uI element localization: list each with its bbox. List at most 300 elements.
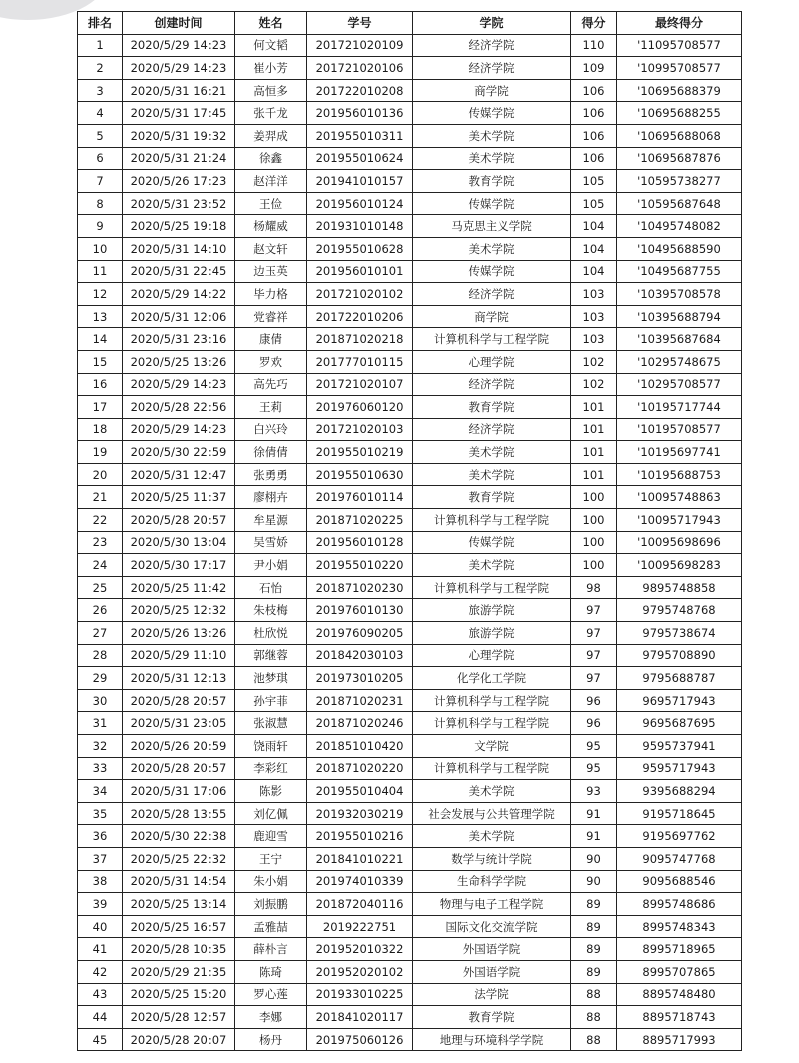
student-id-cell: 201956010128	[307, 531, 413, 554]
table-row	[78, 893, 742, 916]
final-score-cell: 8995707865	[617, 960, 742, 983]
student-id-cell: 201955010624	[307, 147, 413, 170]
name-cell: 鹿迎雪	[235, 825, 307, 848]
created-time-cell: 2020/5/26 20:59	[123, 735, 235, 758]
name-cell: 李彩红	[235, 757, 307, 780]
rank-cell: 25	[78, 576, 123, 599]
student-id-cell: 201955010219	[307, 441, 413, 464]
student-id-cell: 201841010221	[307, 847, 413, 870]
student-id-cell: 201955010220	[307, 554, 413, 577]
score-cell: 88	[571, 1006, 617, 1029]
college-cell: 生命科学学院	[413, 870, 571, 893]
score-cell: 97	[571, 599, 617, 622]
created-time-cell: 2020/5/28 10:35	[123, 938, 235, 961]
table-body	[78, 34, 742, 1051]
name-cell: 孙宇菲	[235, 689, 307, 712]
final-score-cell: '10395708578	[617, 283, 742, 306]
final-score-cell: 9195718645	[617, 802, 742, 825]
header-name: 姓名	[235, 12, 307, 35]
college-cell: 物理与电子工程学院	[413, 893, 571, 916]
student-id-cell: 201871020230	[307, 576, 413, 599]
final-score-cell: 9795748768	[617, 599, 742, 622]
created-time-cell: 2020/5/31 17:45	[123, 102, 235, 125]
created-time-cell: 2020/5/25 11:42	[123, 576, 235, 599]
score-cell: 88	[571, 1028, 617, 1051]
college-cell: 教育学院	[413, 486, 571, 509]
student-id-cell: 201975060126	[307, 1028, 413, 1051]
student-id-cell: 201976010114	[307, 486, 413, 509]
table-row	[78, 576, 742, 599]
name-cell: 朱小娟	[235, 870, 307, 893]
name-cell: 康倩	[235, 328, 307, 351]
college-cell: 传媒学院	[413, 531, 571, 554]
rank-cell: 39	[78, 893, 123, 916]
final-score-cell: 9195697762	[617, 825, 742, 848]
final-score-cell: '10195708577	[617, 418, 742, 441]
name-cell: 罗欢	[235, 350, 307, 373]
name-cell: 杜欣悦	[235, 622, 307, 645]
final-score-cell: '10595738277	[617, 170, 742, 193]
name-cell: 毕力格	[235, 283, 307, 306]
score-cell: 100	[571, 531, 617, 554]
score-cell: 106	[571, 79, 617, 102]
student-id-cell: 201955010630	[307, 463, 413, 486]
college-cell: 计算机科学与工程学院	[413, 576, 571, 599]
rank-cell: 12	[78, 283, 123, 306]
table-row	[78, 486, 742, 509]
college-cell: 地理与环境科学学院	[413, 1028, 571, 1051]
student-id-cell: 201871020246	[307, 712, 413, 735]
table-row	[78, 373, 742, 396]
created-time-cell: 2020/5/31 23:52	[123, 192, 235, 215]
final-score-cell: '10695688379	[617, 79, 742, 102]
college-cell: 教育学院	[413, 396, 571, 419]
created-time-cell: 2020/5/30 22:38	[123, 825, 235, 848]
created-time-cell: 2020/5/29 11:10	[123, 644, 235, 667]
score-cell: 104	[571, 260, 617, 283]
name-cell: 白兴玲	[235, 418, 307, 441]
score-cell: 109	[571, 57, 617, 80]
final-score-cell: '11095708577	[617, 34, 742, 57]
rank-cell: 3	[78, 79, 123, 102]
name-cell: 高先巧	[235, 373, 307, 396]
name-cell: 薛朴言	[235, 938, 307, 961]
college-cell: 国际文化交流学院	[413, 915, 571, 938]
created-time-cell: 2020/5/29 21:35	[123, 960, 235, 983]
table-row	[78, 328, 742, 351]
college-cell: 数学与统计学院	[413, 847, 571, 870]
table-row	[78, 915, 742, 938]
student-id-cell: 201974010339	[307, 870, 413, 893]
college-cell: 传媒学院	[413, 102, 571, 125]
college-cell: 计算机科学与工程学院	[413, 509, 571, 532]
table-row	[78, 170, 742, 193]
student-id-cell: 201976060120	[307, 396, 413, 419]
rank-cell: 9	[78, 215, 123, 238]
rank-cell: 20	[78, 463, 123, 486]
created-time-cell: 2020/5/29 14:23	[123, 34, 235, 57]
final-score-cell: 8995748686	[617, 893, 742, 916]
rank-cell: 27	[78, 622, 123, 645]
rank-cell: 30	[78, 689, 123, 712]
created-time-cell: 2020/5/28 20:07	[123, 1028, 235, 1051]
table-row	[78, 802, 742, 825]
score-cell: 103	[571, 328, 617, 351]
final-score-cell: 9695687695	[617, 712, 742, 735]
score-cell: 89	[571, 938, 617, 961]
score-cell: 88	[571, 983, 617, 1006]
name-cell: 李娜	[235, 1006, 307, 1029]
final-score-cell: '10595687648	[617, 192, 742, 215]
score-cell: 101	[571, 463, 617, 486]
score-cell: 91	[571, 802, 617, 825]
table-row	[78, 283, 742, 306]
table-row	[78, 825, 742, 848]
rank-cell: 45	[78, 1028, 123, 1051]
final-score-cell: '10995708577	[617, 57, 742, 80]
student-id-cell: 201976010130	[307, 599, 413, 622]
score-cell: 104	[571, 215, 617, 238]
college-cell: 美术学院	[413, 147, 571, 170]
name-cell: 何文韬	[235, 34, 307, 57]
score-cell: 89	[571, 915, 617, 938]
table-row	[78, 124, 742, 147]
final-score-cell: 9795688787	[617, 667, 742, 690]
created-time-cell: 2020/5/31 17:06	[123, 780, 235, 803]
table-header	[78, 12, 742, 35]
score-cell: 89	[571, 893, 617, 916]
final-score-cell: '10095698696	[617, 531, 742, 554]
score-cell: 95	[571, 757, 617, 780]
college-cell: 计算机科学与工程学院	[413, 328, 571, 351]
student-id-cell: 201721020107	[307, 373, 413, 396]
table-row	[78, 712, 742, 735]
final-score-cell: '10295748675	[617, 350, 742, 373]
score-cell: 101	[571, 441, 617, 464]
name-cell: 刘亿佩	[235, 802, 307, 825]
name-cell: 孟雅喆	[235, 915, 307, 938]
rank-cell: 18	[78, 418, 123, 441]
final-score-cell: 9595717943	[617, 757, 742, 780]
score-cell: 97	[571, 622, 617, 645]
name-cell: 牟星源	[235, 509, 307, 532]
rank-cell: 10	[78, 237, 123, 260]
college-cell: 旅游学院	[413, 599, 571, 622]
name-cell: 朱枝梅	[235, 599, 307, 622]
name-cell: 王莉	[235, 396, 307, 419]
student-id-cell: 201931010148	[307, 215, 413, 238]
rank-cell: 38	[78, 870, 123, 893]
college-cell: 美术学院	[413, 554, 571, 577]
created-time-cell: 2020/5/31 16:21	[123, 79, 235, 102]
table-row	[78, 554, 742, 577]
student-id-cell: 201871020220	[307, 757, 413, 780]
table-row	[78, 147, 742, 170]
table-row	[78, 622, 742, 645]
rank-cell: 23	[78, 531, 123, 554]
name-cell: 党睿祥	[235, 305, 307, 328]
name-cell: 饶雨轩	[235, 735, 307, 758]
college-cell: 旅游学院	[413, 622, 571, 645]
score-cell: 102	[571, 350, 617, 373]
created-time-cell: 2020/5/31 14:10	[123, 237, 235, 260]
ranking-table	[77, 11, 742, 1051]
college-cell: 经济学院	[413, 283, 571, 306]
table-row	[78, 531, 742, 554]
rank-cell: 4	[78, 102, 123, 125]
college-cell: 传媒学院	[413, 192, 571, 215]
student-id-cell: 201952020102	[307, 960, 413, 983]
table-row	[78, 870, 742, 893]
created-time-cell: 2020/5/29 14:23	[123, 418, 235, 441]
college-cell: 经济学院	[413, 418, 571, 441]
rank-cell: 40	[78, 915, 123, 938]
name-cell: 池梦琪	[235, 667, 307, 690]
student-id-cell: 201721020109	[307, 34, 413, 57]
rank-cell: 6	[78, 147, 123, 170]
name-cell: 张淑慧	[235, 712, 307, 735]
name-cell: 边玉英	[235, 260, 307, 283]
rank-cell: 24	[78, 554, 123, 577]
table-row	[78, 667, 742, 690]
student-id-cell: 201955010216	[307, 825, 413, 848]
student-id-cell: 201841020117	[307, 1006, 413, 1029]
final-score-cell: 9795708890	[617, 644, 742, 667]
score-cell: 105	[571, 192, 617, 215]
name-cell: 张千龙	[235, 102, 307, 125]
college-cell: 美术学院	[413, 124, 571, 147]
created-time-cell: 2020/5/31 21:24	[123, 147, 235, 170]
score-cell: 93	[571, 780, 617, 803]
rank-cell: 35	[78, 802, 123, 825]
rank-cell: 42	[78, 960, 123, 983]
created-time-cell: 2020/5/31 19:32	[123, 124, 235, 147]
final-score-cell: 8995748343	[617, 915, 742, 938]
name-cell: 张勇勇	[235, 463, 307, 486]
rank-cell: 28	[78, 644, 123, 667]
table-row	[78, 847, 742, 870]
student-id-cell: 2019222751	[307, 915, 413, 938]
created-time-cell: 2020/5/26 13:26	[123, 622, 235, 645]
name-cell: 罗心莲	[235, 983, 307, 1006]
table-row	[78, 260, 742, 283]
college-cell: 计算机科学与工程学院	[413, 757, 571, 780]
table-row	[78, 780, 742, 803]
rank-cell: 26	[78, 599, 123, 622]
rank-cell: 2	[78, 57, 123, 80]
header-row	[78, 12, 742, 35]
student-id-cell: 201956010124	[307, 192, 413, 215]
table-row	[78, 960, 742, 983]
header-rank: 排名	[78, 12, 123, 35]
college-cell: 计算机科学与工程学院	[413, 689, 571, 712]
created-time-cell: 2020/5/31 14:54	[123, 870, 235, 893]
table-row	[78, 463, 742, 486]
college-cell: 经济学院	[413, 34, 571, 57]
final-score-cell: 9095688546	[617, 870, 742, 893]
rank-cell: 11	[78, 260, 123, 283]
rank-cell: 33	[78, 757, 123, 780]
table-row	[78, 983, 742, 1006]
college-cell: 马克思主义学院	[413, 215, 571, 238]
final-score-cell: 9595737941	[617, 735, 742, 758]
rank-cell: 32	[78, 735, 123, 758]
college-cell: 文学院	[413, 735, 571, 758]
final-score-cell: 8895748480	[617, 983, 742, 1006]
created-time-cell: 2020/5/25 16:57	[123, 915, 235, 938]
college-cell: 美术学院	[413, 237, 571, 260]
name-cell: 高恒多	[235, 79, 307, 102]
final-score-cell: '10095748863	[617, 486, 742, 509]
college-cell: 经济学院	[413, 57, 571, 80]
created-time-cell: 2020/5/25 19:18	[123, 215, 235, 238]
created-time-cell: 2020/5/26 17:23	[123, 170, 235, 193]
table-row	[78, 1028, 742, 1051]
created-time-cell: 2020/5/30 17:17	[123, 554, 235, 577]
score-cell: 103	[571, 305, 617, 328]
student-id-cell: 201871020225	[307, 509, 413, 532]
table-row	[78, 938, 742, 961]
name-cell: 姜羿成	[235, 124, 307, 147]
score-cell: 95	[571, 735, 617, 758]
table-row	[78, 192, 742, 215]
final-score-cell: '10395687684	[617, 328, 742, 351]
header-final-score: 最终得分	[617, 12, 742, 35]
name-cell: 王俭	[235, 192, 307, 215]
score-cell: 100	[571, 554, 617, 577]
name-cell: 赵洋洋	[235, 170, 307, 193]
student-id-cell: 201941010157	[307, 170, 413, 193]
rank-cell: 8	[78, 192, 123, 215]
final-score-cell: '10295708577	[617, 373, 742, 396]
college-cell: 法学院	[413, 983, 571, 1006]
score-cell: 91	[571, 825, 617, 848]
college-cell: 传媒学院	[413, 260, 571, 283]
table-row	[78, 237, 742, 260]
score-cell: 105	[571, 170, 617, 193]
name-cell: 吴雪娇	[235, 531, 307, 554]
name-cell: 徐鑫	[235, 147, 307, 170]
table-row	[78, 644, 742, 667]
score-cell: 106	[571, 147, 617, 170]
score-cell: 96	[571, 712, 617, 735]
final-score-cell: '10695688068	[617, 124, 742, 147]
table-row	[78, 757, 742, 780]
student-id-cell: 201872040116	[307, 893, 413, 916]
name-cell: 郭继蓉	[235, 644, 307, 667]
final-score-cell: '10695688255	[617, 102, 742, 125]
college-cell: 美术学院	[413, 463, 571, 486]
college-cell: 商学院	[413, 79, 571, 102]
score-cell: 106	[571, 102, 617, 125]
rank-cell: 29	[78, 667, 123, 690]
student-id-cell: 201851010420	[307, 735, 413, 758]
rank-cell: 19	[78, 441, 123, 464]
created-time-cell: 2020/5/29 14:23	[123, 373, 235, 396]
created-time-cell: 2020/5/31 23:05	[123, 712, 235, 735]
final-score-cell: 9695717943	[617, 689, 742, 712]
created-time-cell: 2020/5/25 15:20	[123, 983, 235, 1006]
created-time-cell: 2020/5/31 12:47	[123, 463, 235, 486]
score-cell: 102	[571, 373, 617, 396]
student-id-cell: 201973010205	[307, 667, 413, 690]
college-cell: 化学化工学院	[413, 667, 571, 690]
final-score-cell: 8895717993	[617, 1028, 742, 1051]
student-id-cell: 201933010225	[307, 983, 413, 1006]
college-cell: 美术学院	[413, 825, 571, 848]
name-cell: 石怡	[235, 576, 307, 599]
score-cell: 97	[571, 644, 617, 667]
student-id-cell: 201871020231	[307, 689, 413, 712]
created-time-cell: 2020/5/25 22:32	[123, 847, 235, 870]
rank-cell: 44	[78, 1006, 123, 1029]
student-id-cell: 201722010206	[307, 305, 413, 328]
rank-cell: 21	[78, 486, 123, 509]
score-cell: 100	[571, 486, 617, 509]
rank-cell: 36	[78, 825, 123, 848]
student-id-cell: 201976090205	[307, 622, 413, 645]
table-row	[78, 418, 742, 441]
score-cell: 110	[571, 34, 617, 57]
college-cell: 美术学院	[413, 441, 571, 464]
final-score-cell: '10095717943	[617, 509, 742, 532]
created-time-cell: 2020/5/31 23:16	[123, 328, 235, 351]
table-row	[78, 102, 742, 125]
name-cell: 赵文轩	[235, 237, 307, 260]
created-time-cell: 2020/5/28 20:57	[123, 757, 235, 780]
rank-cell: 41	[78, 938, 123, 961]
table-row	[78, 441, 742, 464]
name-cell: 陈琦	[235, 960, 307, 983]
name-cell: 陈影	[235, 780, 307, 803]
college-cell: 社会发展与公共管理学院	[413, 802, 571, 825]
created-time-cell: 2020/5/28 12:57	[123, 1006, 235, 1029]
name-cell: 王宁	[235, 847, 307, 870]
rank-cell: 14	[78, 328, 123, 351]
table-row	[78, 509, 742, 532]
college-cell: 美术学院	[413, 780, 571, 803]
created-time-cell: 2020/5/30 13:04	[123, 531, 235, 554]
name-cell: 尹小娟	[235, 554, 307, 577]
table-row	[78, 350, 742, 373]
rank-cell: 34	[78, 780, 123, 803]
student-id-cell: 201956010101	[307, 260, 413, 283]
student-id-cell: 201955010628	[307, 237, 413, 260]
final-score-cell: '10495687755	[617, 260, 742, 283]
table-row	[78, 34, 742, 57]
rank-cell: 22	[78, 509, 123, 532]
created-time-cell: 2020/5/29 14:22	[123, 283, 235, 306]
student-id-cell: 201721020102	[307, 283, 413, 306]
created-time-cell: 2020/5/25 13:14	[123, 893, 235, 916]
student-id-cell: 201777010115	[307, 350, 413, 373]
rank-cell: 37	[78, 847, 123, 870]
college-cell: 教育学院	[413, 1006, 571, 1029]
rank-cell: 43	[78, 983, 123, 1006]
student-id-cell: 201956010136	[307, 102, 413, 125]
final-score-cell: '10195717744	[617, 396, 742, 419]
student-id-cell: 201871020218	[307, 328, 413, 351]
header-score: 得分	[571, 12, 617, 35]
final-score-cell: '10695687876	[617, 147, 742, 170]
score-cell: 101	[571, 418, 617, 441]
score-cell: 89	[571, 960, 617, 983]
college-cell: 外国语学院	[413, 938, 571, 961]
final-score-cell: '10395688794	[617, 305, 742, 328]
rank-cell: 1	[78, 34, 123, 57]
student-id-cell: 201721020103	[307, 418, 413, 441]
college-cell: 教育学院	[413, 170, 571, 193]
